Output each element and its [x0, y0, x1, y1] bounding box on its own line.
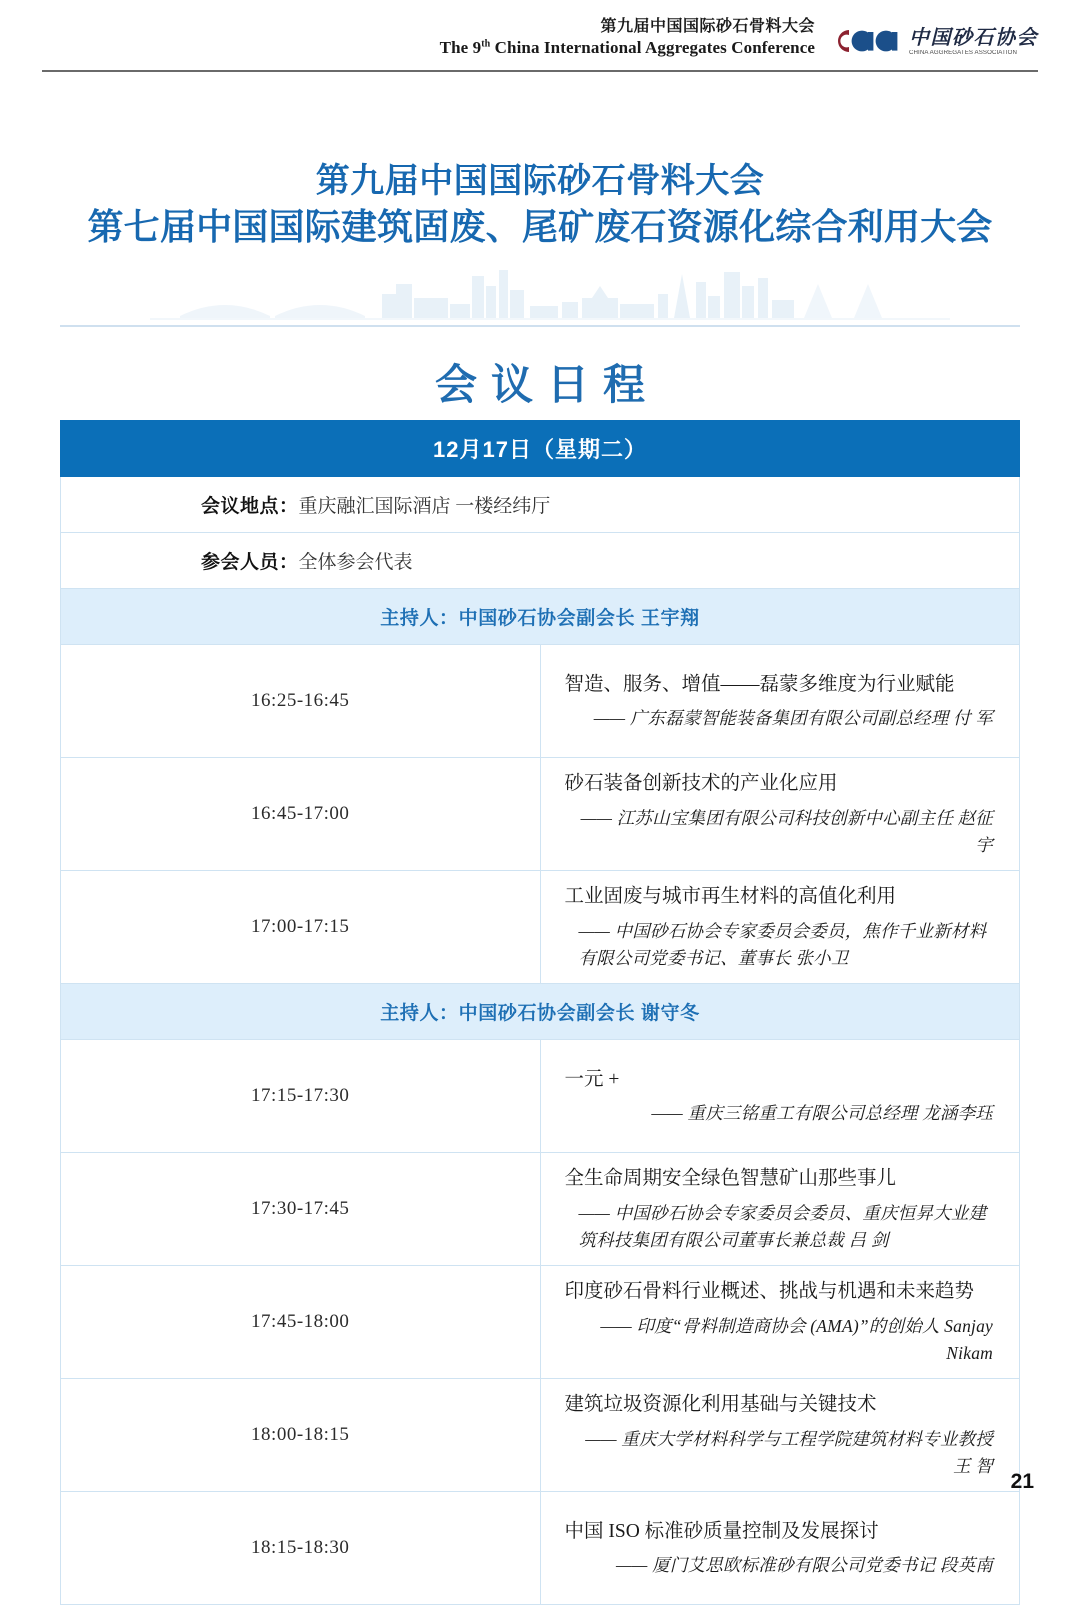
- page-number: 21: [1010, 1470, 1034, 1493]
- session-content: [540, 1379, 1020, 1492]
- agenda-date-label: 12月17日（星期二）: [61, 421, 1020, 477]
- session-topic: 印度砂石骨料行业概述、挑战与机遇和未来趋势: [564, 1281, 975, 1303]
- agenda-date-bar: [61, 421, 1020, 477]
- agenda-host-label: 主持人：中国砂石协会副会长 王宇翔: [61, 589, 1020, 645]
- agenda-info-cell-venue: [61, 477, 1020, 533]
- session-content: [540, 1040, 1020, 1153]
- session-content: [540, 645, 1020, 758]
- session-time: 17:30-17:45: [61, 1153, 541, 1266]
- header-title-en-pre: The 9: [439, 37, 482, 57]
- session-topic: 砂石装备创新技术的产业化应用: [564, 773, 838, 795]
- agenda-session-row: [61, 1266, 1020, 1379]
- attendees-value: 全体参会代表: [298, 552, 413, 573]
- session-content: [540, 871, 1020, 984]
- session-speaker: —— 江苏山宝集团有限公司科技创新中心副主任 赵征宇: [580, 807, 993, 855]
- agenda-info-row-attendees: [61, 533, 1020, 589]
- session-content: [540, 1492, 1020, 1605]
- caa-logo-cn-name: 中国砂石协会: [909, 26, 1038, 49]
- session-time: 18:15-18:30: [61, 1492, 541, 1605]
- session-content: [540, 758, 1020, 871]
- agenda-table: [60, 420, 1020, 1605]
- session-topic: 全生命周期安全绿色智慧矿山那些事儿: [564, 1168, 897, 1190]
- venue-value: 重庆融汇国际酒店 一楼经纬厅: [298, 496, 551, 517]
- session-speaker: —— 厦门艾思欧标准砂有限公司党委书记 段英南: [616, 1555, 993, 1576]
- agenda-session-row: [61, 758, 1020, 871]
- conference-title-line-2: 第七届中国国际建筑固废、尾矿废石资源化综合利用大会: [87, 205, 993, 247]
- agenda-session-row: [61, 871, 1020, 984]
- agenda-table-body: [61, 421, 1020, 1605]
- agenda-host-label: 主持人：中国砂石协会副会长 谢守冬: [61, 984, 1020, 1040]
- agenda-host-row: [61, 589, 1020, 645]
- page-header: [0, 0, 1080, 78]
- header-conference-titles: [440, 18, 815, 58]
- header-divider-rule: [42, 70, 1038, 72]
- caa-logo-text: [909, 28, 1038, 56]
- session-topic: 工业固废与城市再生材料的高值化利用: [564, 886, 897, 908]
- session-time: 18:00-18:15: [61, 1379, 541, 1492]
- session-time: 17:45-18:00: [61, 1266, 541, 1379]
- session-topic: 一元 +: [564, 1068, 620, 1090]
- session-topic: 建筑垃圾资源化利用基础与关键技术: [564, 1394, 877, 1416]
- agenda-session-row: [61, 645, 1020, 758]
- conference-title-line-1: 第九届中国国际砂石骨料大会: [315, 162, 765, 200]
- session-speaker: —— 印度“骨料制造商协会 (AMA)”的创始人 Sanjay Nikam: [600, 1315, 993, 1363]
- agenda-session-row: [61, 1153, 1020, 1266]
- header-title-cn: 第九届中国国际砂石骨料大会: [600, 18, 815, 35]
- venue-label: 会议地点：: [201, 496, 299, 517]
- session-speaker: —— 广东磊蒙智能装备集团有限公司副总经理 付 军: [593, 708, 993, 729]
- session-time: 17:15-17:30: [61, 1040, 541, 1153]
- agenda-info-row-venue: [61, 477, 1020, 533]
- session-time: 17:00-17:15: [61, 871, 541, 984]
- session-topic: 中国 ISO 标准砂质量控制及发展探讨: [564, 1520, 879, 1542]
- session-content: [540, 1153, 1020, 1266]
- agenda-info-cell-attendees: [61, 533, 1020, 589]
- header-branding: [440, 18, 1038, 58]
- session-speaker: —— 重庆大学材料科学与工程学院建筑材料专业教授 王 智: [585, 1428, 993, 1476]
- header-title-en: [440, 38, 815, 58]
- caa-logo-en-name: CHINA AGGREGATES ASSOCIATION: [909, 49, 1018, 56]
- session-speaker: —— 中国砂石协会专家委员会委员，焦作千业新材料有限公司党委书记、董事长 张小卫: [578, 920, 987, 968]
- agenda-session-row: [61, 1492, 1020, 1605]
- session-time: 16:45-17:00: [61, 758, 541, 871]
- skyline-divider-rule: [60, 325, 1020, 327]
- agenda-session-row: [61, 1379, 1020, 1492]
- agenda-host-row: [61, 984, 1020, 1040]
- header-title-en-ordinal: th: [481, 38, 491, 50]
- conference-title: [0, 160, 1080, 250]
- session-topic: 智造、服务、增值——磊蒙多维度为行业赋能: [564, 673, 955, 695]
- city-skyline-decoration: [150, 268, 950, 326]
- agenda-session-row: [61, 1040, 1020, 1153]
- agenda-table-wrapper: [60, 420, 1020, 1605]
- session-time: 16:25-16:45: [61, 645, 541, 758]
- page-title: 会议日程: [434, 363, 659, 409]
- caa-logo: [827, 26, 1038, 58]
- session-speaker: —— 重庆三铭重工有限公司总经理 龙涵李珏: [651, 1103, 993, 1124]
- session-content: [540, 1266, 1020, 1379]
- attendees-label: 参会人员：: [201, 552, 299, 573]
- header-title-en-post: China International Aggregates Conference: [490, 37, 815, 57]
- session-speaker: —— 中国砂石协会专家委员会委员、重庆恒昇大业建筑科技集团有限公司董事长兼总裁 吕 剑: [578, 1202, 987, 1250]
- caa-logomark-icon: [827, 26, 905, 56]
